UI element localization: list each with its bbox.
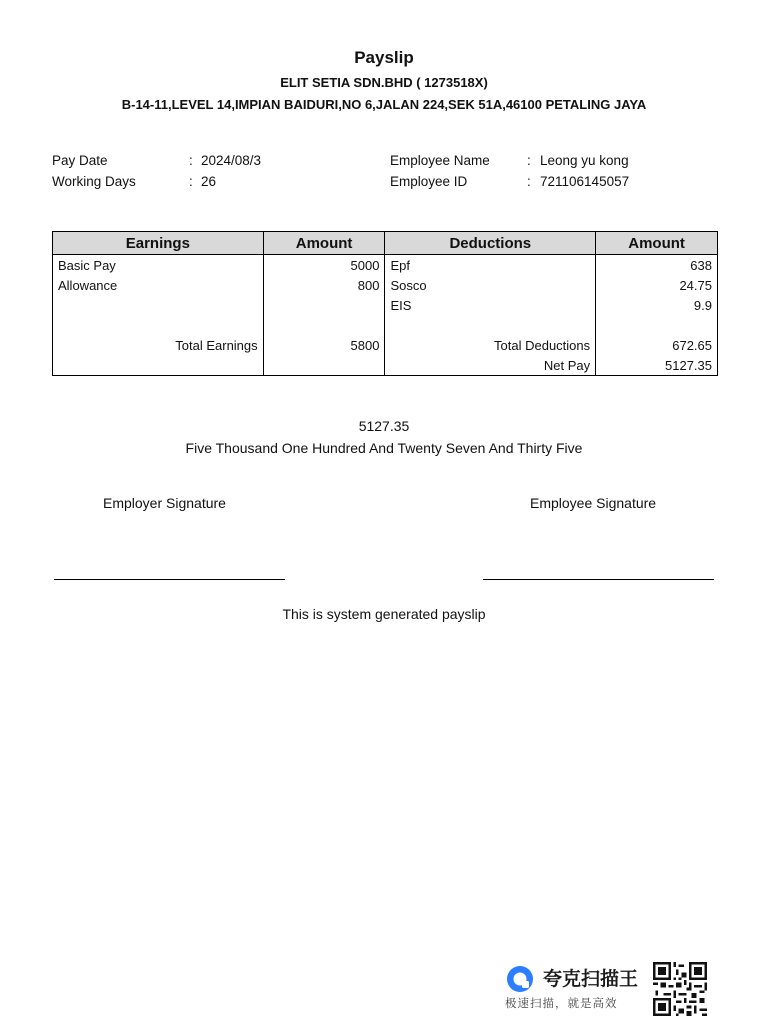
total-deductions-label: Total Deductions: [385, 335, 596, 355]
employer-signature-label: Employer Signature: [103, 495, 226, 511]
table-header-row: [53, 232, 718, 255]
working-days-value: 26: [201, 174, 217, 189]
employee-id-colon: :: [527, 174, 531, 189]
employee-signature-label: Employee Signature: [530, 495, 657, 511]
table-row: [53, 255, 718, 276]
deduction-amount: 9.9: [596, 295, 718, 315]
employee-id-label: Employee ID: [390, 174, 468, 189]
total-deductions-value: 672.65: [596, 335, 718, 355]
employee-id-value: 721106145057: [540, 174, 630, 189]
earnings-header: Earnings: [53, 232, 264, 255]
working-days-colon: :: [189, 174, 193, 189]
table-spacer-row: [53, 315, 718, 335]
earning-amount: [263, 295, 385, 315]
net-pay-value: 5127.35: [596, 355, 718, 376]
pay-date-value: 2024/08/3: [201, 153, 262, 168]
employer-signature-line: [54, 579, 285, 580]
earning-item: Basic Pay: [53, 255, 264, 276]
earning-item: Allowance: [53, 275, 264, 295]
watermark-brand: 夸克扫描王: [543, 969, 639, 990]
net-pay-label: Net Pay: [385, 355, 596, 376]
qr-code-icon: [653, 962, 707, 1016]
pay-date-label: Pay Date: [52, 153, 108, 168]
earning-item: [53, 295, 264, 315]
earnings-amount-header: Amount: [263, 232, 385, 255]
totals-row: [53, 335, 718, 355]
deductions-amount-header: Amount: [596, 232, 718, 255]
deduction-amount: 24.75: [596, 275, 718, 295]
payslip-table: [52, 231, 718, 376]
system-generated-note: This is system generated payslip: [282, 606, 486, 622]
net-pay-row: [53, 355, 718, 376]
deduction-amount: 638: [596, 255, 718, 276]
employee-name-colon: :: [527, 153, 531, 168]
employee-info-block: [390, 153, 720, 195]
deduction-item: Sosco: [385, 275, 596, 295]
employee-signature-line: [483, 579, 714, 580]
payslip-title: Payslip: [354, 48, 414, 67]
employee-name-label: Employee Name: [390, 153, 490, 168]
scanner-watermark: [505, 962, 715, 1014]
deductions-header: Deductions: [385, 232, 596, 255]
quark-logo-icon: [505, 964, 535, 994]
total-earnings-value: 5800: [263, 335, 385, 355]
amount-in-words: Five Thousand One Hundred And Twenty Seven And Thirty Five: [185, 440, 583, 456]
table-row: [53, 295, 718, 315]
net-amount: 5127.35: [358, 418, 410, 434]
employee-name-value: Leong yu kong: [540, 153, 629, 168]
deduction-item: Epf: [385, 255, 596, 276]
pay-info-block: [52, 153, 372, 195]
working-days-label: Working Days: [52, 174, 136, 189]
company-address: B-14-11,LEVEL 14,IMPIAN BAIDURI,NO 6,JALAN 224,SEK 51A,46100 PETALING JAYA: [121, 97, 647, 112]
company-name: ELIT SETIA SDN.BHD ( 1273518X): [280, 75, 488, 90]
earning-amount: 800: [263, 275, 385, 295]
total-earnings-label: Total Earnings: [53, 335, 264, 355]
watermark-slogan: 极速扫描，就是高效: [505, 998, 618, 1010]
earning-amount: 5000: [263, 255, 385, 276]
table-row: [53, 275, 718, 295]
pay-date-colon: :: [189, 153, 193, 168]
deduction-item: EIS: [385, 295, 596, 315]
